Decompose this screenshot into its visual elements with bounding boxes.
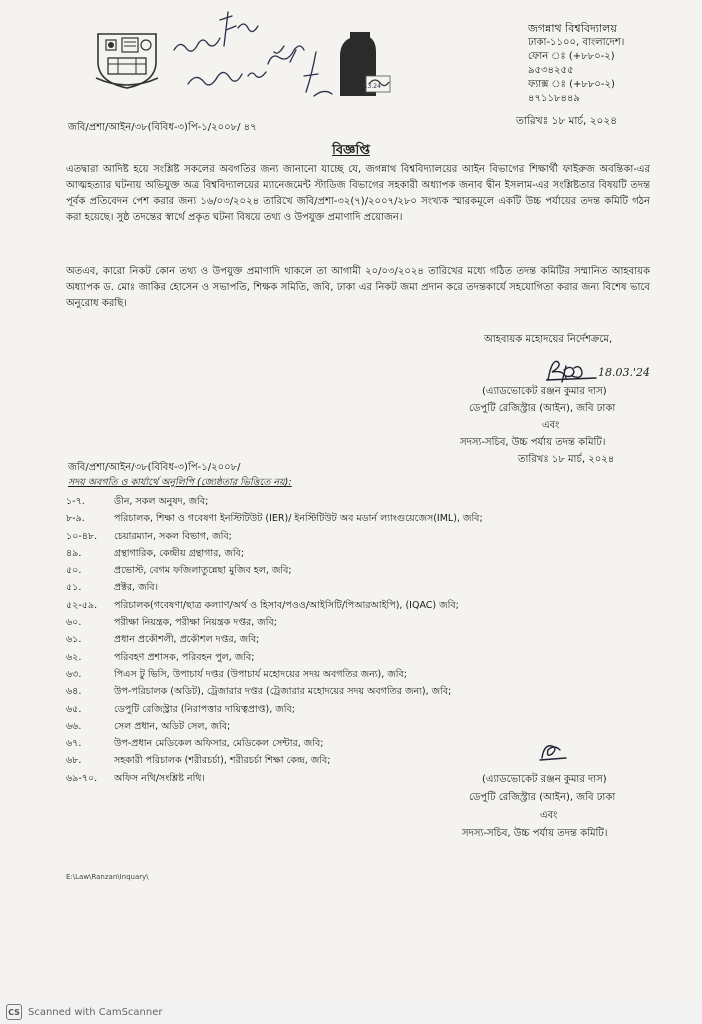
- university-phone: ফোন ঃ (+৮৮০-২) ৯৫৩৪২৫৫: [528, 51, 615, 76]
- cc-item-number: ৪৯.: [66, 547, 82, 559]
- cc-item-number: ৬৮.: [66, 755, 82, 767]
- cc-item-number: ৫১.: [66, 582, 82, 594]
- cc-item-number: ১-৭.: [66, 496, 85, 507]
- file-path-note: E:\Law\Ranzan\Inquary\: [66, 873, 149, 881]
- camscanner-icon: CS: [6, 1004, 22, 1020]
- cc-list-item: [66, 718, 626, 735]
- cc-item-text: ডীন, সকল অনুষদ, জবি;: [114, 496, 209, 507]
- cc-item-number: ১০-৪৮.: [66, 530, 98, 542]
- cc-list-item: [66, 545, 626, 562]
- cc-item-number: ৬০.: [66, 617, 82, 629]
- cc-item-text: পরীক্ষা নিয়ন্ত্রক, পরীক্ষা নিয়ন্ত্রক দপ্তর, জবি;: [114, 617, 278, 629]
- cc-list-item: [66, 510, 626, 527]
- cc-item-text: উপ-প্রধান মেডিকেল অফিসার, মেডিকেল সেন্টার, জবি;: [114, 738, 324, 750]
- cc-item-text: প্রক্টর, জবি।: [114, 582, 158, 594]
- university-address: ঢাকা-১১০০, বাংলাদেশ।: [528, 37, 625, 48]
- cc-item-number: ৬৩.: [66, 668, 82, 680]
- reference-number-2: জবি/প্রশা/আইন/৩৮(বিবিধ-৩)পি-১/২০০৮/: [68, 462, 241, 473]
- cc-item-text: পরিবহণ প্রশাসক, পরিবহন পুল, জবি;: [114, 651, 255, 663]
- cc-item-text: সহকারী পরিচালক (শরীরচর্চা), শরীরচর্চা শিক্ষা কেন্দ্র, জবি;: [114, 755, 331, 767]
- cc-item-text: পিএস টু ভিসি, উপাচার্য দপ্তর (উপাচার্য মহোদয়ের সদয় অবগতির জন্য), জবি;: [114, 668, 407, 680]
- cc-item-text: প্রভোস্ট, বেগম ফজিলাতুন্নেছা মুজিব হল, জবি;: [114, 565, 292, 577]
- signatory-and-2: এবং: [540, 810, 558, 821]
- cc-list-item: [66, 666, 626, 683]
- cc-list-item: [66, 528, 626, 545]
- svg-text:12.3.24: 12.3.24: [358, 83, 381, 90]
- cc-item-number: ৬৫.: [66, 703, 82, 715]
- cc-item-text: প্রধান প্রকৌশলী, প্রকৌশল দপ্তর, জবি;: [114, 634, 260, 646]
- portrait-logo-icon: [336, 26, 392, 96]
- notice-title: [0, 141, 702, 162]
- signature-date: 18.03.'24: [598, 366, 651, 379]
- cc-list-item: [66, 701, 626, 718]
- university-name: জগন্নাথ বিশ্ববিদ্যালয়: [528, 22, 617, 35]
- cc-item-text: পরিচালক(গবেষণা/ছাত্র কল্যাণ/অর্থ ও হিসাব/পওও/আইসিটি/পিআরআইপি), (IQAC) জবি;: [114, 599, 459, 611]
- cc-list-item: [66, 631, 626, 648]
- cc-list-item: [66, 562, 626, 579]
- cc-list-item: [66, 683, 626, 700]
- notice-date: তারিখঃ ১৮ মার্চ, ২০২৪: [516, 115, 618, 127]
- cc-item-number: ৫০.: [66, 565, 82, 577]
- scanner-text: Scanned with CamScanner: [28, 1006, 163, 1018]
- cc-item-number: ৮-৯.: [66, 513, 85, 525]
- cc-item-number: ৬১.: [66, 634, 82, 646]
- notice-title-text: বিজ্ঞপ্তি: [332, 143, 370, 158]
- cc-item-text: ডেপুটি রেজিস্ট্রার (নিরাপত্তার দায়িত্বপ্রাপ্ত), জবি;: [114, 703, 295, 715]
- cc-list-item: [66, 614, 626, 631]
- cc-list-item: [66, 579, 626, 596]
- signatory-role-1: সদস্য-সচিব, উচ্চ পর্যায় তদন্ত কমিটি।: [460, 437, 606, 448]
- cc-list-item: [66, 649, 626, 666]
- signatory-role-2: সদস্য-সচিব, উচ্চ পর্যায় তদন্ত কমিটি।: [462, 828, 608, 839]
- cc-label: সদয় অবগতি ও কার্যার্থে অনুলিপি (জ্যেষ্ঠতার ভিত্তিতে নয়):: [68, 477, 292, 488]
- signature-2: [538, 738, 568, 764]
- signatory-date-1: তারিখঃ ১৮ মার্চ, ২০২৪: [518, 454, 615, 465]
- cc-item-text: গ্রন্থাগারিক, কেন্দ্রীয় গ্রন্থাগার, জবি;: [114, 547, 245, 559]
- scanner-footer: [0, 1000, 702, 1024]
- cc-item-text: পরিচালক, শিক্ষা ও গবেষণা ইনস্টিটিউট (IER)/ ইনস্টিটিউট অব মডার্ন ল্যাংগুয়েজেস(IML), জবি;: [114, 513, 483, 525]
- cc-list-item: [66, 493, 626, 510]
- signatory-title-1: ডেপুটি রেজিস্ট্রার (আইন), জবি ঢাকা: [469, 403, 616, 414]
- notice-paragraph-1: এতদ্বারা আদিষ্ট হয়ে সংশ্লিষ্ট সকলের অবগতির জন্য জানানো যাচ্ছে যে, জগন্নাথ বিশ্ববিদ্যালয়ের আইন বিভাগের শিক্ষার্থী ফাইরুজ অবন্তিকা-এর আত্মহত্যার ঘটনায় অভিযুক্ত অত্র বিশ্ববিদ্যালয়ের ম্যানেজমেন্ট স্টাডিজ বিভাগের সহকারী অধ্যাপক জনাব দ্বীন ইসলাম-এর সংশ্লিষ্টতার বিষয়টি তদন্ত পূর্বক প্রতিবেদন পেশ করার জন্য ১৬/০৩/২০২৪ তারিখে জবি/প্রশা-৩২(৭)/২০০৭/২৮০ সংখ্যক স্মারকমূলে একটি উচ্চ পর্যায়ের তদন্ত কমিটি গঠন করা হয়েছে। সুষ্ঠ তদন্তের স্বার্থে প্রকৃত ঘটনা বিষয়ে তথ্য ও উপযুক্ত প্রমাণাদি প্রয়োজন।: [66, 164, 650, 223]
- signatory-and-1: এবং: [542, 420, 560, 431]
- university-header: [528, 22, 648, 106]
- cc-item-number: ৬৭.: [66, 738, 82, 750]
- order-line: আহবায়ক মহোদয়ের নির্দেশক্রমে,: [484, 334, 613, 345]
- reference-number: জবি/প্রশা/আইন/৩৮(বিবিধ-৩)পি-১/২০০৮/ ৪৭: [68, 122, 257, 133]
- handwritten-notes: [164, 6, 344, 100]
- cc-item-number: ৬২.: [66, 651, 82, 663]
- university-fax: ফ্যাক্স ঃ (+৮৮০-২) ৪৭১১৮৪৪৯: [528, 79, 615, 104]
- notice-paragraph-2: অতএব, কারো নিকট কোন তথ্য ও উপযুক্ত প্রমাণাদি থাকলে তা আগামী ২০/০৩/২০২৪ তারিখের মধ্যে গঠিত তদন্ত কমিটির সম্মানিত আহবায়ক অধ্যাপক ড. মোঃ জাকির হোসেন ও সভাপতি, শিক্ষক সমিতি, জবি, ঢাকা এর নিকট জমা প্রদান করে তদন্তকার্যে সহযোগিতা করার জন্য বিশেষ ভাবে অনুরোধ করছি।: [66, 266, 650, 309]
- university-logo-icon: [94, 28, 160, 92]
- signatory-title-2: ডেপুটি রেজিস্ট্রার (আইন), জবি ঢাকা: [469, 792, 616, 803]
- cc-item-text: অফিস নথি/সংশ্লিষ্ট নথি।: [114, 772, 205, 784]
- cc-item-text: সেল প্রধান, অডিট সেল, জবি;: [114, 720, 231, 732]
- cc-list-item: [66, 597, 626, 614]
- cc-item-number: ৬৬.: [66, 720, 82, 732]
- cc-item-number: ৫২-৫৯.: [66, 599, 98, 611]
- signatory-name-2: (এ্যাডভোকেট রঞ্জন কুমার দাস): [482, 774, 607, 785]
- cc-item-text: উপ-পরিচালক (অডিট), ট্রেজারার দপ্তর (ট্রেজারার মহোদয়ের সদয় অবগতির জন্য), জবি;: [114, 686, 452, 698]
- cc-item-number: ৬৯-৭০.: [66, 772, 98, 784]
- cc-item-text: চেয়ারম্যান, সকল বিভাগ, জবি;: [114, 530, 232, 542]
- cc-item-number: ৬৪.: [66, 686, 82, 698]
- signatory-name-1: (এ্যাডভোকেট রঞ্জন কুমার দাস): [482, 386, 607, 397]
